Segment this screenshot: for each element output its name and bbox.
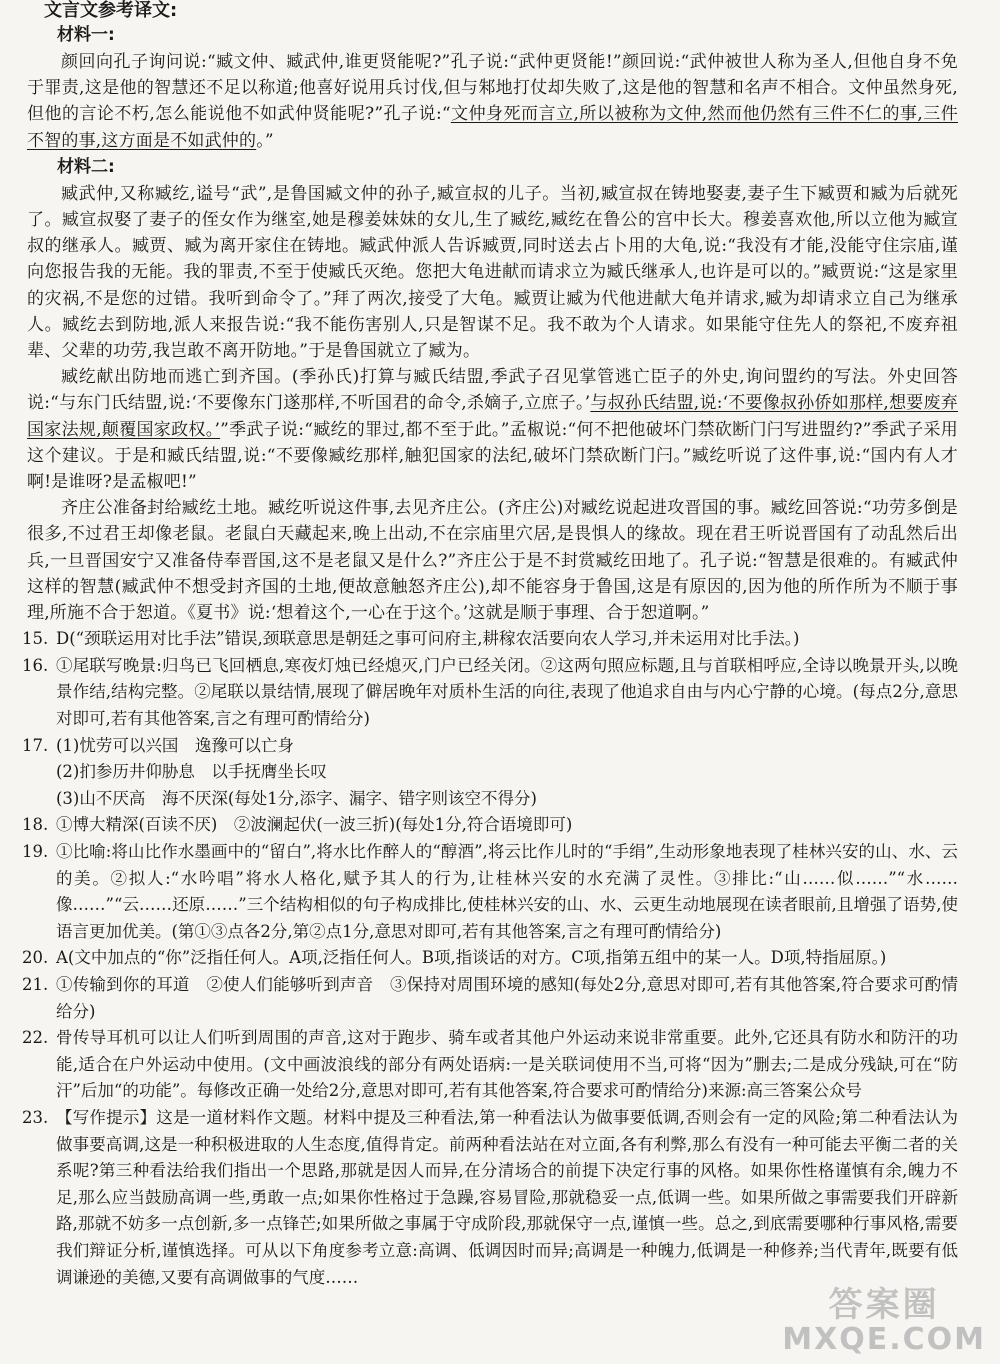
answer-number: 19.	[22, 842, 49, 862]
answer-list	[22, 626, 958, 1291]
answer-item	[22, 653, 958, 733]
answer-item	[22, 839, 958, 945]
answer-text: (3)山不厌高 海不厌深(每处1分,添字、漏字、错字则该空不得分)	[56, 788, 537, 808]
material1-text-b: 。”	[256, 130, 274, 151]
material1-title: 材料一:	[57, 25, 115, 45]
answer-text: 【写作提示】这是一道材料作文题。材料中提及三种看法,第一种看法认为做事要低调,否则会有一定的风险;第二种看法认为做事要高调,这是一种积极进取的人生态度,值得肯定。前两种看法站在对立面,各有利弊,那么有没有一种可能去平衡二者的关系呢?第三种看法给我们指出一个思路,那就是因人而异,在分清场合的前提下决定行事的风格。如果你性格谨慎有余,魄力不足,那么应当鼓励高调一些,勇敢一点;如果你性格过于急躁,容易冒险,那就稳妥一点,低调一些。如果所做之事需要我们开辟新路,那就不妨多一点创新,多一点锋芒;如果所做之事属于守成阶段,那就保守一点,谨慎一些。总之,到底需要哪种行事风格,需要我们辩证分析,谨慎选择。可从以下角度参考立意:高调、低调因时而异;高调是一种魄力,低调是一种修养;当代青年,既要有低调谦逊的美德,又要有高调做事的气度……	[56, 1107, 958, 1287]
answer-text: 骨传导耳机可以让人们听到周围的声音,这对于跑步、骑车或者其他户外运动来说非常重要。此外,它还具有防水和防汗的功能,适合在户外运动中使用。(文中画波浪线的部分有两处语病:一是关联词使用不当,可将“因为”删去;二是成分残缺,可在“防汗”后加“的功能”。每修改正确一处给2分,意思对即可,若有其他答案,符合要求可酌情给分)来源:高三答案公众号	[56, 1028, 958, 1101]
answer-item	[22, 945, 958, 972]
answer-text: ①博大精深(百读不厌) ②波澜起伏(一波三折)(每处1分,符合语境即可)	[56, 815, 573, 835]
answer-number: 21.	[22, 974, 49, 994]
material2-p2-a: 臧纥献出防地而逃亡到齐国。(季孙氏)打算与臧氏结盟,季武子召见掌管逃亡臣子的外史,询问盟约的写法。外史回答说:“与东门氏结盟,说:‘不要像东门遂那样,不听国君的命令,杀嫡子,立庶子。’	[27, 367, 958, 414]
answer-item	[22, 1105, 958, 1291]
answer-text: (1)忧劳可以兴国 逸豫可以亡身	[56, 735, 294, 755]
answer-text: ①尾联写晚景:归鸟已飞回栖息,寒夜灯烛已经熄灭,门户已经关闭。②这两句照应标题,且与首联相呼应,全诗以晚景开头,以晚景作结,结构完整。②尾联以景结情,展现了僻居晚年对质朴生活的向往,表现了他追求自由与内心宁静的心境。(每点2分,意思对即可,若有其他答案,言之有理可酌情给分)	[56, 655, 958, 729]
material2-p2-b: ”季武子说:“臧纥的罪过,都不至于此。”孟椒说:“何不把他破坏门禁砍断门闩写进盟约?”季武子采用这个建议。于是和臧氏结盟,说:“不要像臧纥那样,触犯国家的法纪,破坏门禁砍断门闩。”臧纥听说了这件事,说:“国内有人才啊!是谁呀?是孟椒吧!”	[27, 419, 958, 493]
answer-text: (2)扪参历井仰胁息 以手抚膺坐长叹	[56, 762, 327, 782]
material2-paragraph-1: 臧武仲,又称臧纥,谥号“武”,是鲁国臧文仲的孙子,臧宣叔的儿子。当初,臧宣叔在铸地娶妻,妻子生下臧贾和臧为后就死了。臧宣叔娶了妻子的侄女作为继室,她是穆姜妹妹的女儿,生了臧纥,臧纥在鲁公的宫中长大。穆姜喜欢他,所以立他为臧宣叔的继承人。臧贾、臧为离开家住在铸地。臧武仲派人告诉臧贾,同时送去占卜用的大龟,说:“我没有才能,没能守住宗庙,谨向您报告我的无能。我的罪责,不至于使臧氏灭绝。您把大龟进献而请求立为臧氏继承人,也许是可以的。”臧贾说:“这是家里的灾祸,不是您的过错。我听到命令了。”拜了两次,接受了大龟。臧贾让臧为代他进献大龟并请求,臧为却请求立自己为继承人。臧纥去到防地,派人来报告说:“我不能伤害别人,只是智谋不足。我不敢为个人请求。如果能守住先人的祭祀,不废弃祖辈、父辈的功劳,我岂敢不离开防地。”于是鲁国就立了臧为。	[27, 183, 958, 362]
answer-number: 15.	[22, 629, 49, 649]
page-heading: 文言文参考译文:	[44, 0, 178, 21]
watermark-url: MXQE.COM	[782, 1322, 986, 1357]
answer-number: 16.	[22, 655, 49, 675]
answer-item	[22, 812, 958, 839]
material1-underlined: 文仲身死而言立,所以被称为文仲,然而他仍然有三件不仁的事,三件不智的事,这方面是不如武仲的	[27, 104, 958, 151]
answer-text: D(“颈联运用对比手法”错误,颈联意思是朝廷之事可问府主,耕稼农活要向农人学习,并未运用对比手法。)	[56, 629, 800, 649]
material1-text-a: 颜回向孔子询问说:“臧文仲、臧武仲,谁更贤能呢?”孔子说:“武仲更贤能!”颜回说:“武仲被世人称为圣人,但他自身不免于罪责,这是他的智慧还不足以称道;他喜好说用兵讨伐,但与邾地打仗却失败了,这是他的智慧和名声不相合。文仲虽然身死,但他的言论不朽,怎么能说他不如武仲贤能呢?”孔子说:“	[27, 52, 958, 125]
watermark-logo-text: 答案圈	[828, 1285, 940, 1325]
answer-number: 20.	[22, 948, 49, 968]
material2-title: 材料二:	[57, 156, 115, 177]
material2-paragraph-3: 齐庄公准备封给臧纥土地。臧纥听说这件事,去见齐庄公。(齐庄公)对臧纥说起进攻晋国的事。臧纥回答说:“功劳多倒是很多,不过君王却像老鼠。老鼠白天藏起来,晚上出动,不在宗庙里穴居,是畏惧人的缘故。现在君王听说晋国有了动乱然后出兵,一旦晋国安宁又准备侍奉晋国,这不是老鼠又是什么?”齐庄公于是不封赏臧纥田地了。孔子说:“智慧是很难的。有臧武仲这样的智慧(臧武仲不想受封齐国的土地,便故意触怒齐庄公),却不能容身于鲁国,这是有原因的,因为他的所作所为不顺于事理,所施不合于恕道。《夏书》说:‘想着这个,一心在于这个。’这就是顺于事理、合于恕道啊。”	[27, 498, 958, 624]
answer-item	[22, 1025, 958, 1105]
answer-text: A(文中加点的“你”泛指任何人。A项,泛指任何人。B项,指谈话的对方。C项,指第五组中的某一人。D项,特指屈原。)	[56, 948, 887, 968]
answer-item	[22, 972, 958, 1025]
material2-paragraph-2	[27, 364, 958, 495]
material2-p2-underlined: 与叔孙氏结盟,说:‘不要像叔孙侨如那样,想要废弃国家法规,颠覆国家政权。’	[27, 393, 958, 440]
answer-number: 23.	[22, 1107, 49, 1127]
answer-number: 22.	[22, 1028, 49, 1048]
material1-text	[27, 49, 958, 154]
site-watermark	[782, 1286, 986, 1356]
answer-number: 17.	[22, 735, 49, 755]
answer-number: 18.	[22, 815, 49, 835]
answer-text: ①传输到你的耳道 ②使人们能够听到声音 ③保持对周围环境的感知(每处2分,意思对即可,若有其他答案,符合要求可酌情给分)	[56, 974, 958, 1021]
answer-item	[22, 626, 958, 653]
answer-text: ①比喻:将山比作水墨画中的“留白”,将水比作醉人的“醇酒”,将云比作儿时的“手绢”,生动形象地表现了桂林兴安的山、水、云的美。②拟人:“水吟唱”将水人格化,赋予其人的行为,让桂林兴安的水充满了灵性。③排比:“山……似……”“水……像……”“云……还原……”三个结构相似的句子构成排比,使桂林兴安的山、水、云更生动地展现在读者眼前,且增强了语势,使语言更加优美。(第①③点各2分,第②点1分,意思对即可,若有其他答案,言之有理可酌情给分)	[56, 842, 958, 941]
answer-item	[22, 733, 958, 813]
